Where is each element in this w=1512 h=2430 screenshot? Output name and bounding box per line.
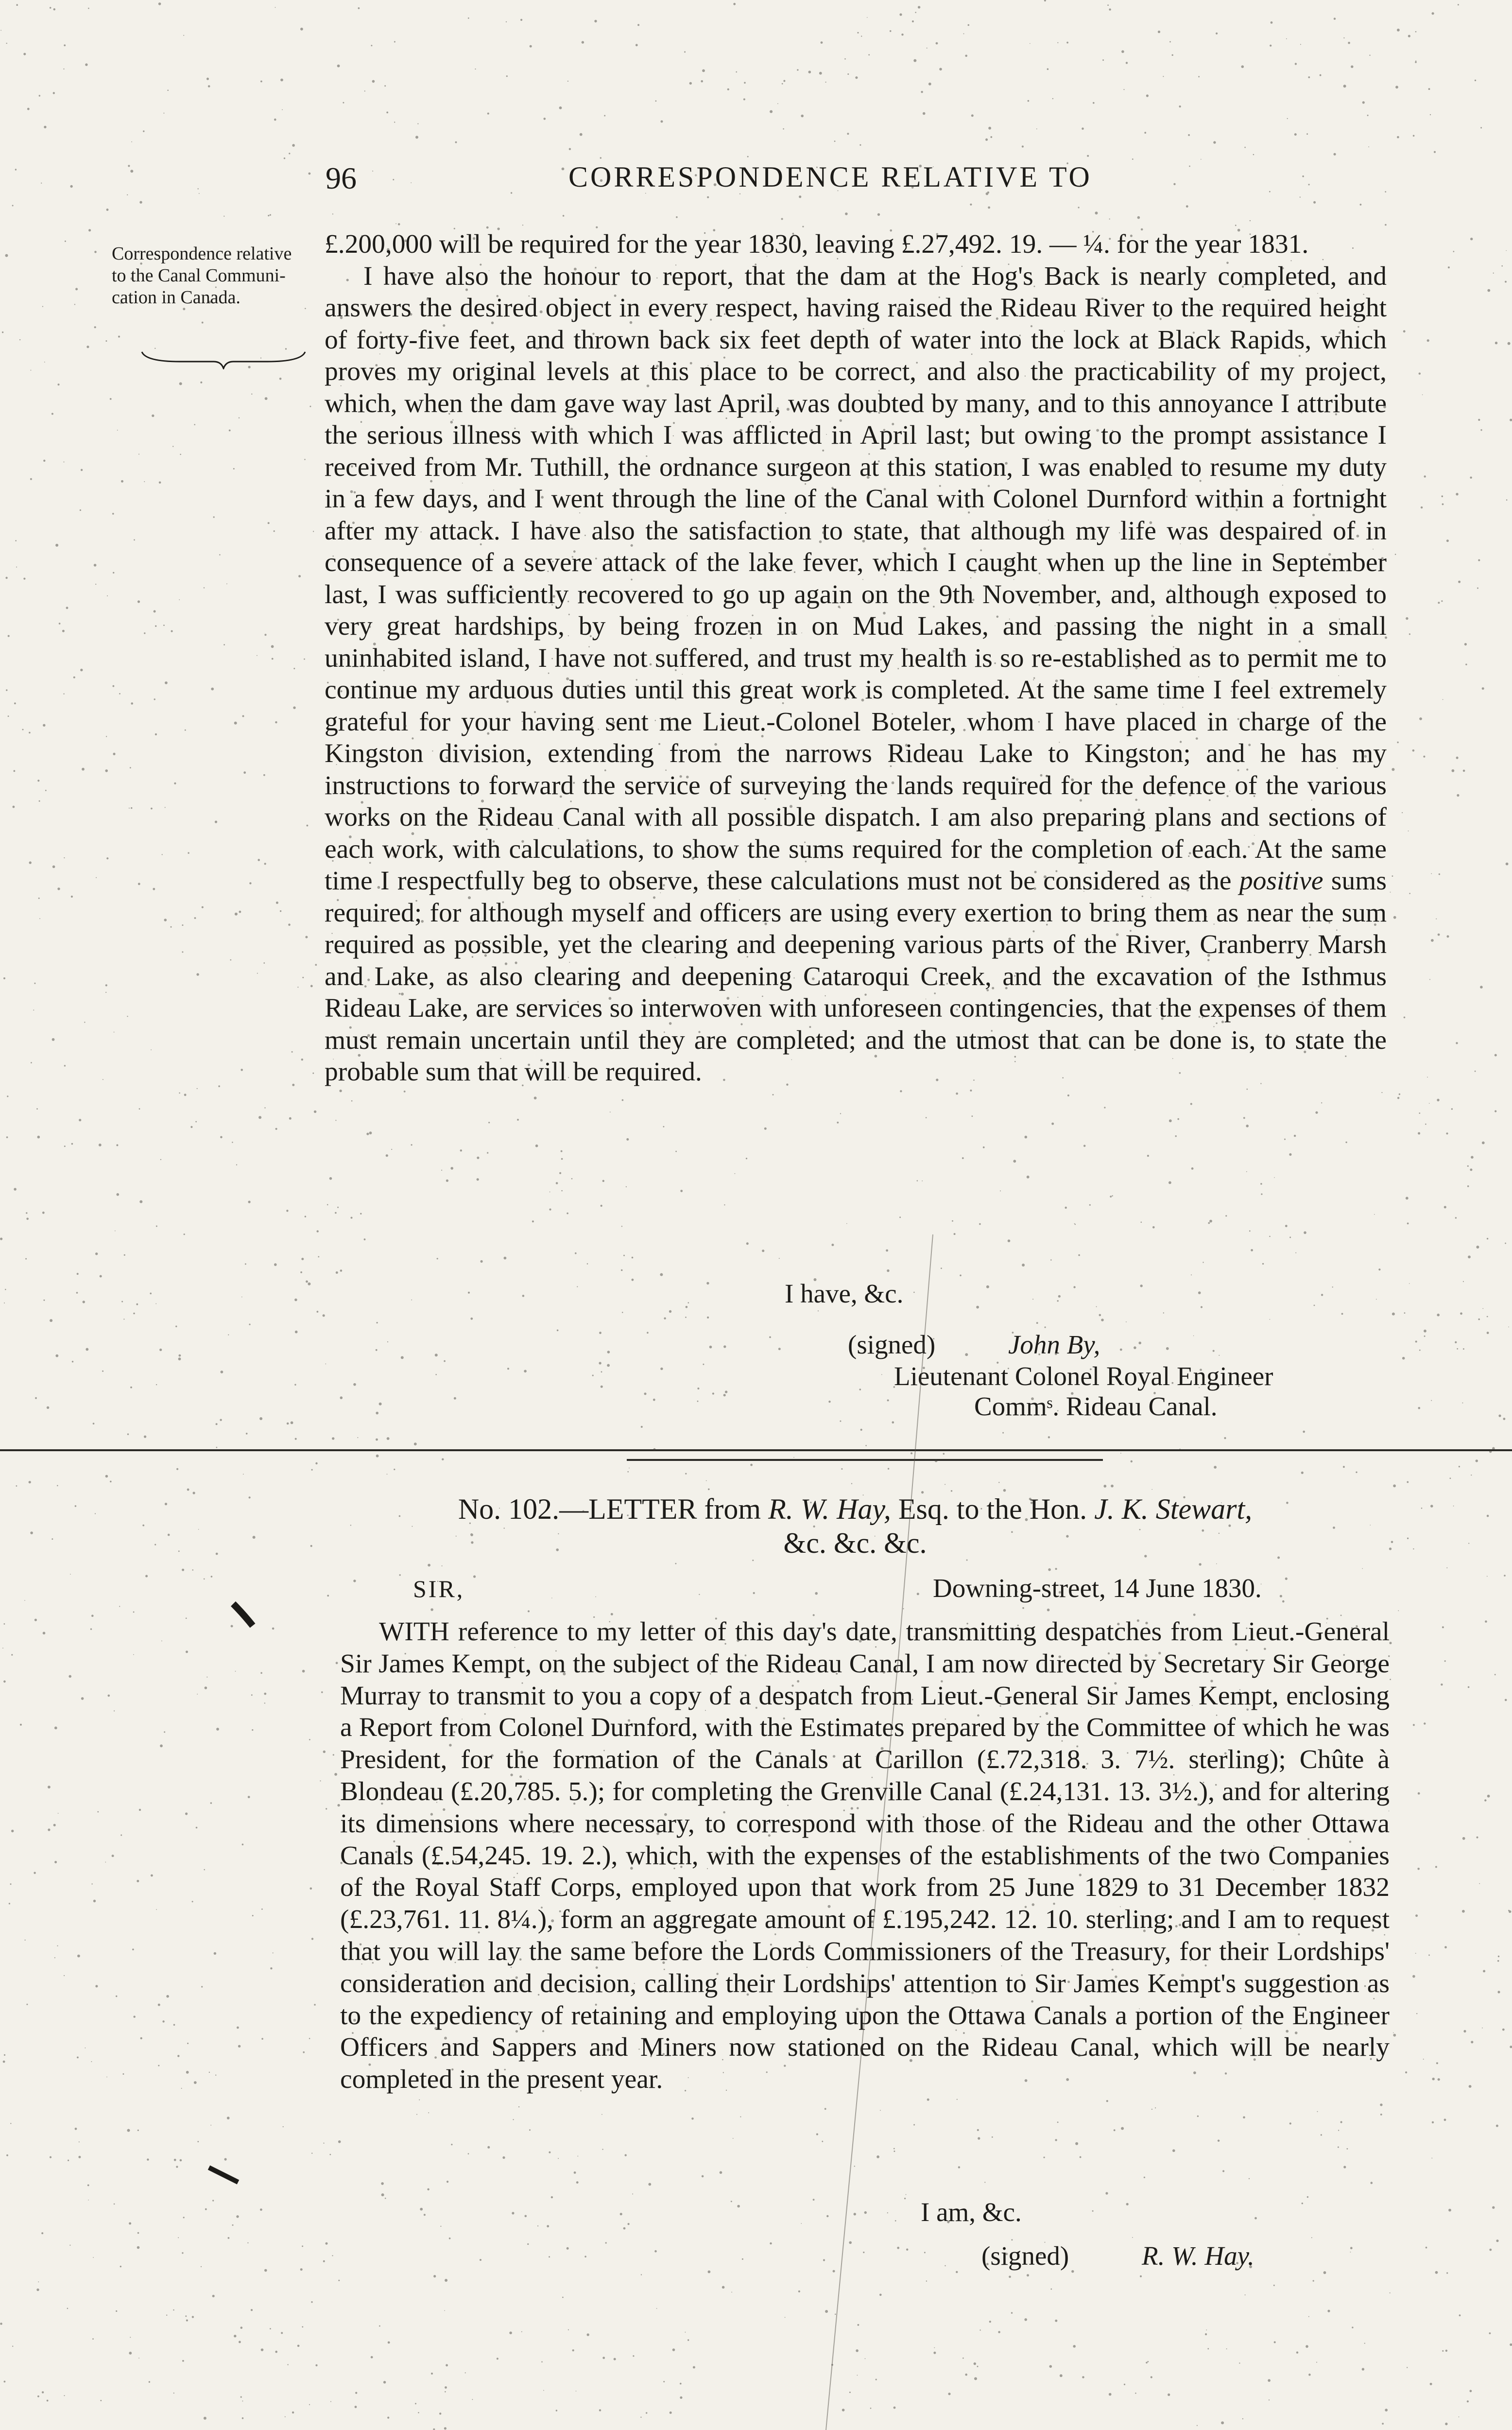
letter-2-paragraph: WITH reference to my letter of this day's date, transmitting despatches from Lieut.-General Sir James Kempt, on the subject of the Rideau Canal, I am now directed by Secretary Sir George Murray to transmit to you a copy of a despatch from Lieut.-General Sir James Kempt, enclosing a Report from Colonel Durnford, with the Estimates prepared by the Committee of which he was President, for the formation of the Canals at Carillon (£.72,318. 3. 7½. sterling); Chûte à Blondeau (£.20,785. 5.); for completing the Grenville Canal (£.24,131. 13. 3½.), and for altering its dimensions where necessary, to correspond with those of the Rideau and the other Ottawa Canals (£.54,245. 19. 2.), which, with the expenses of the establishments of the two Companies of the Royal Staff Corps, employed upon that work from 25 June 1829 to 31 December 1832 (£.23,761. 11. 8¼.), form an aggregate amount of £.195,242. 12. 10. sterling; and I am to request that you will lay the same before the Lords Commissioners of the Treasury, for their Lordships' consideration and decision, calling their Lordships' attention to Sir James Kempt's suggestion as to the expediency of retaining and employing upon the Ottawa Canals a portion of the Engineer Officers and Sappers and Miners now stationed on the Rideau Canal, which will be nearly completed in the present year. — [340, 1617, 1390, 2095]
running-head: CORRESPONDENCE RELATIVE TO — [568, 161, 1092, 193]
letter-2-heading-line-2: &c. &c. &c. — [783, 1527, 927, 1559]
letter-2-closing: I am, &c. — [921, 2197, 1022, 2227]
letter-1-closing: I have, &c. — [785, 1279, 904, 1308]
letter-2-heading — [311, 1492, 1399, 1560]
estimate-continuation: £.200,000 will be required for the year 1830, leaving £.27,492. 19. — ¼. for the year 1831. — [325, 229, 1309, 259]
letter-1-signatory: John By, — [1008, 1330, 1100, 1359]
letter-1-title-2: Commˢ. Rideau Canal. — [974, 1391, 1218, 1421]
letter-heading-mid: Esq. to the Hon. — [898, 1493, 1087, 1525]
section-divider — [0, 1449, 1512, 1451]
letter-1-paragraph — [325, 260, 1387, 1088]
short-rule — [627, 1459, 1103, 1461]
letter-number: No. 102.—LETTER from — [458, 1493, 761, 1525]
emphasis-word: positive — [1239, 866, 1323, 896]
letter-1-text: I have also the honour to report, that the dam at the Hog's Back is nearly completed, and answers the desired object in every respect, having raised the Rideau River to the required height of forty-five feet, and thrown back six feet depth of water into the lock at Black Rapids, which proves my original levels at this place to be correct, and also the practicability of my project, which, when the dam gave way last April, was doubted by many, and to this annoyance I attribute the serious illness with which I was afflicted in April last; but owing to the prompt assistance I received from Mr. Tuthill, the ordnance surgeon at this station, I was enabled to resume my duty in a few days, and I went through the line of the Canal with Colonel Durnford within a fortnight after my attack. I have also the satisfaction to state, that although my life was despaired of in consequence of a severe attack of the lake fever, which I caught when up the line in September last, I was sufficiently recovered to go up again on the 9th November, and, although exposed to very great hardships, by being frozen in on Mud Lakes, and passing the night in a small uninhabited island, I have not suffered, and trust my health is so re-established as to permit me to continue my arduous duties until this great work is completed. At the same time I feel extremely grateful for your having sent me Lieut.-Colonel Boteler, whom I have placed in charge of the Kingston division, extending from the narrows Rideau Lake to Kingston; and he has my instructions to forward the service of surveying the lands required for the defence of the various works on the Rideau Canal with all possible dispatch. I am also preparing plans and sections of each work, with calculations, to show the sums required for the completion of each. At the same time I respectfully beg to observe, these calculations must not be considered as the — [325, 261, 1387, 896]
dateline: Downing-street, 14 June 1830. — [933, 1573, 1262, 1603]
marginal-note: Correspondence relative to the Canal Communi- cation in Canada. — [112, 243, 292, 308]
page-header — [326, 160, 1181, 204]
letter-2-heading-line-1 — [311, 1492, 1399, 1526]
salutation: SIR, — [413, 1575, 465, 1602]
letter-recipient: J. K. Stewart, — [1094, 1493, 1253, 1525]
letter-2-body — [340, 1616, 1390, 2096]
page-number: 96 — [326, 161, 357, 195]
letter-2-signatory: R. W. Hay. — [1142, 2241, 1254, 2271]
letter-2-signed-label: (signed) — [981, 2241, 1069, 2271]
letter-1-text-tail: sums required; for although myself and officers are using every exertion to bring them as near the sum required as possible, yet the clearing and deepening various parts of the River, Cranberry Marsh and Lake, as also clearing and deepening Cataroqui Creek, and the excavation of the Isthmus Rideau Lake, are services so interwoven with unforeseen contingencies, that the expenses of them must remain uncertain until they are completed; and the utmost that can be done is, to state the probable sum that will be required. — [325, 866, 1387, 1087]
marginal-brace — [141, 350, 306, 369]
letter-sender: R. W. Hay, — [768, 1493, 891, 1525]
letter-1-body — [325, 228, 1387, 1088]
letter-1-title-1: Lieutenant Colonel Royal Engineer — [894, 1361, 1273, 1391]
letter-1-signed-label: (signed) — [848, 1330, 936, 1359]
